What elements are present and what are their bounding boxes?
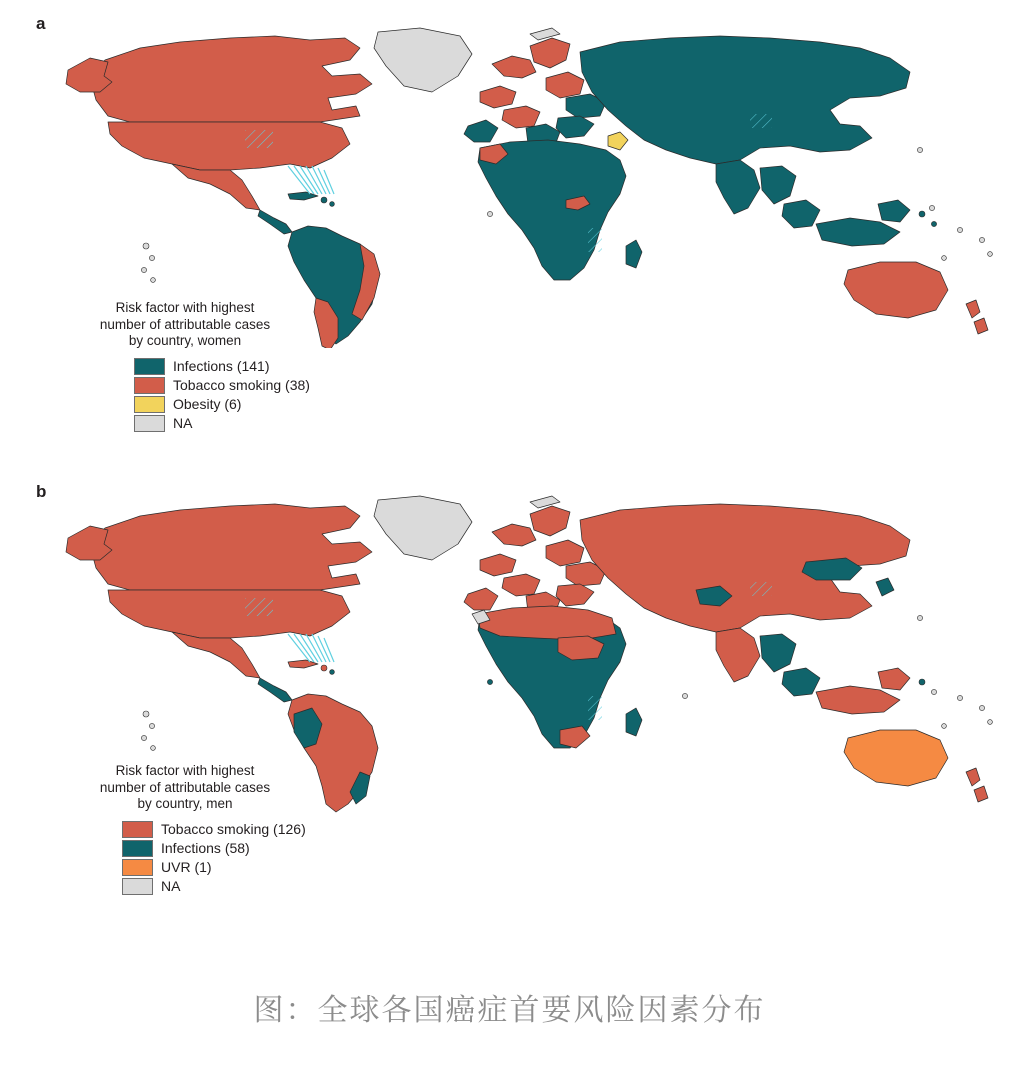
legend-title-women <box>62 300 308 350</box>
legend-swatch <box>122 821 153 838</box>
legend-item-label: Obesity (6) <box>173 395 242 412</box>
legend-item-label: Tobacco smoking (126) <box>161 820 306 837</box>
legend-title-line-1: Risk factor with highest <box>115 300 255 315</box>
legend-swatch <box>122 840 153 857</box>
legend-item-label: NA <box>173 414 193 431</box>
legend-item <box>122 858 358 877</box>
legend-item <box>134 376 358 395</box>
legend-items-women <box>134 357 358 433</box>
legend-swatch <box>134 377 165 394</box>
legend-item <box>122 877 358 896</box>
legend-title-line-2: number of attributable cases <box>99 316 271 332</box>
legend-item-label: UVR (1) <box>161 858 212 875</box>
legend-title-line-1: Risk factor with highest <box>115 763 255 778</box>
map-svg-women <box>60 18 1000 348</box>
legend-item-label: Infections (141) <box>173 357 270 374</box>
panel-a-letter: a <box>36 14 46 33</box>
legend-item-label: Tobacco smoking (38) <box>173 376 310 393</box>
legend-item <box>134 357 358 376</box>
legend-swatch <box>134 396 165 413</box>
panel-b-letter: b <box>36 482 47 501</box>
figure-caption: 图：全球各国癌症首要风险因素分布 <box>253 993 766 1028</box>
legend-item <box>122 839 358 858</box>
legend-men <box>58 763 358 896</box>
panel-b <box>0 468 1019 933</box>
legend-title-line-2: number of attributable cases <box>99 779 271 795</box>
legend-title-men <box>62 763 308 813</box>
legend-women <box>58 300 358 433</box>
legend-swatch <box>134 415 165 432</box>
world-map-women <box>60 18 1000 348</box>
legend-swatch <box>134 358 165 375</box>
legend-title-line-3: by country, women <box>128 333 242 348</box>
legend-item-label: Infections (58) <box>161 839 250 856</box>
legend-item <box>134 395 358 414</box>
legend-swatch <box>122 878 153 895</box>
panel-a <box>0 0 1019 470</box>
legend-item <box>134 414 358 433</box>
legend-title-line-3: by country, men <box>137 796 233 811</box>
legend-item-label: NA <box>161 877 181 894</box>
legend-swatch <box>122 859 153 876</box>
legend-item <box>122 820 358 839</box>
legend-items-men <box>122 820 358 896</box>
